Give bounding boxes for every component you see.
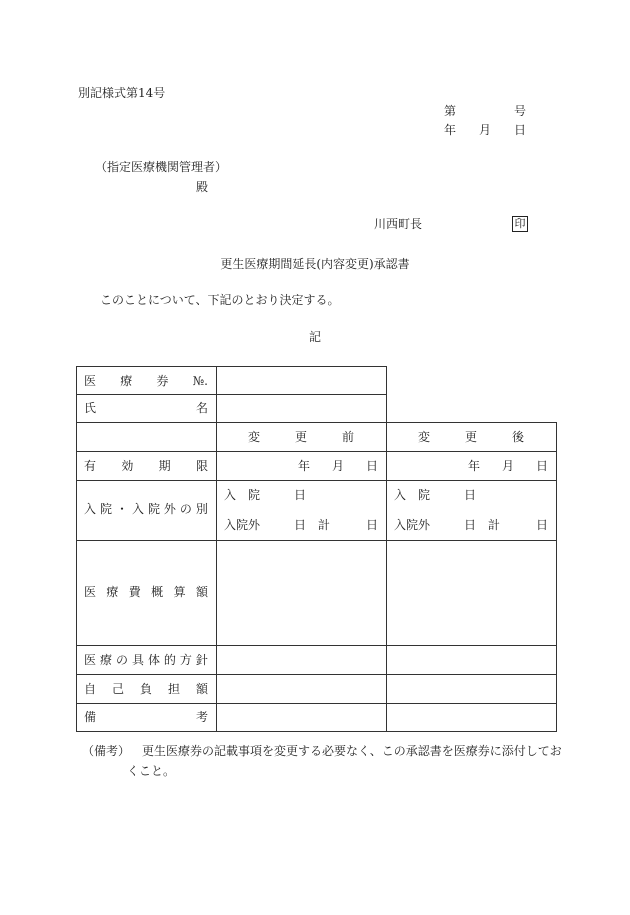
label-char: 概 [151,585,164,599]
label-char: 院 [147,502,160,516]
header-char: 前 [341,430,354,444]
date-month: 月 [478,123,491,137]
document-title: 更生医療期間延長(内容変更)承認書 [220,257,410,271]
label-char: 的 [163,653,176,667]
document-number-line [444,104,526,118]
label-char: 療 [120,374,133,388]
label-char: 医 [84,374,97,388]
note-label: （備考） [82,744,131,758]
label-char: 具 [131,653,144,667]
copay-label [84,682,208,696]
label-char: 考 [195,710,208,724]
label-char: 入 [84,502,97,516]
label-char: の [115,653,128,667]
before-change-header [248,430,354,444]
inpatient-type-label [84,502,208,516]
seal-stamp: 印 [512,216,528,232]
label-char: 計 [488,518,501,532]
outpatient-label: 入院外 [224,518,261,532]
label-char: 療 [106,585,119,599]
label-char: 日 [294,518,307,532]
date-year: 年 [298,459,311,473]
label-char: 額 [195,682,208,696]
label-char: ・ [115,502,128,516]
date-year: 年 [444,123,457,137]
header-char: 変 [248,430,261,444]
label-char: 院 [248,488,261,502]
header-char: 変 [418,430,431,444]
label-char: 限 [195,459,208,473]
label-char: 額 [195,585,208,599]
name-label [84,401,208,415]
label-char: №. [192,374,208,388]
header-char: 更 [464,430,477,444]
label-char: 体 [147,653,160,667]
header-char: 後 [511,430,524,444]
label-char: 医 [84,653,97,667]
label-char: 費 [128,585,141,599]
date-day: 日 [513,123,526,137]
label-char: 入 [131,502,144,516]
ki-heading: 記 [308,330,321,344]
issuer-name: 川西町長 [374,217,423,231]
label-char: 日 [464,488,477,502]
label-char: 算 [173,585,186,599]
date-month: 月 [331,459,344,473]
label-char: 効 [121,459,134,473]
label-char: 別 [195,502,208,516]
date-day: 日 [535,459,548,473]
label-char: 入 [394,488,407,502]
label-char: 己 [111,682,124,696]
label-char: 入 [224,488,237,502]
date-day: 日 [365,459,378,473]
form-number: 別記様式第14号 [78,86,166,100]
label-char: 日 [366,518,379,532]
validity-label [84,459,208,473]
remarks-label [84,710,208,724]
outpatient-label: 入院外 [394,518,431,532]
header-char: 更 [294,430,307,444]
date-year: 年 [468,459,481,473]
note-line-1: 更生医療券の記載事項を変更する必要なく、この承認書を医療券に添付してお [142,744,562,758]
label-char: 負 [139,682,152,696]
label-char: 日 [464,518,477,532]
label-char: の [179,502,192,516]
addressee-honorific: 殿 [196,180,209,194]
after-change-header [418,430,524,444]
ticket-number-label [84,374,208,388]
label-char: 担 [167,682,180,696]
label-char: 有 [84,459,97,473]
label-char: 外 [163,502,176,516]
number-suffix: 号 [513,104,526,118]
note-line-2: くこと。 [127,764,176,778]
label-char: 名 [195,401,208,415]
label-char: 医 [84,585,97,599]
date-month: 月 [501,459,514,473]
label-char: 券 [156,374,169,388]
issue-date-line [444,123,526,137]
label-char: 日 [536,518,549,532]
label-char: 日 [294,488,307,502]
label-char: 自 [84,682,97,696]
label-char: 備 [84,710,97,724]
label-char: 療 [99,653,112,667]
label-char: 方 [179,653,192,667]
addressee-title: （指定医療機関管理者） [95,160,228,174]
medical-cost-label [84,585,208,599]
validity-date-after [468,459,548,473]
label-char: 針 [195,653,208,667]
number-prefix: 第 [444,104,457,118]
label-char: 院 [99,502,112,516]
validity-date-before [298,459,378,473]
label-char: 計 [318,518,331,532]
document-body: このことについて、下記のとおり決定する。 [100,293,340,307]
label-char: 期 [158,459,171,473]
label-char: 院 [418,488,431,502]
label-char: 氏 [84,401,97,415]
treatment-plan-label [84,653,208,667]
